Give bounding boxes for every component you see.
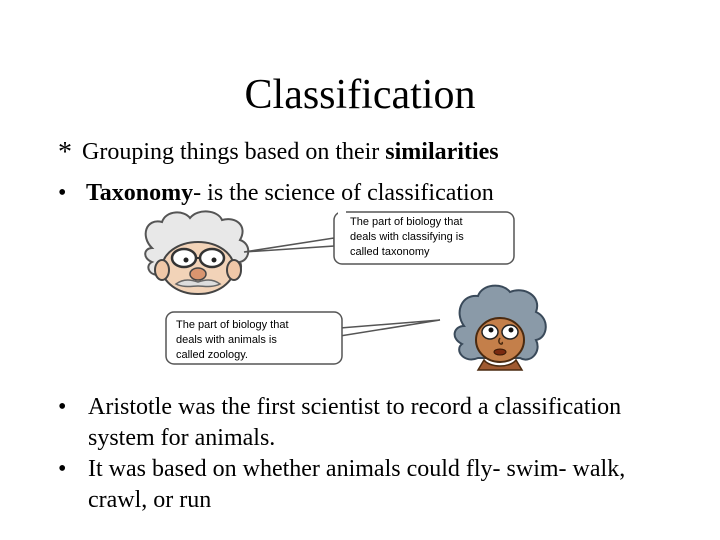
list-item [58,392,668,454]
asterisk-marker: * [58,137,72,168]
taxonomy-bold: Taxonomy [86,180,194,206]
definition-bold: similarities [385,139,499,165]
definition-line [58,136,499,167]
list-item [58,454,668,516]
speech-bubble-top [244,210,514,264]
taxonomy-text: - is the science of classification [193,180,494,206]
bubble-top-line-2: deals with classifying is [350,231,464,243]
bubble-bottom-line-2: deals with animals is [176,334,277,346]
bubble-bottom-line-3: called zoology. [176,349,248,361]
bullet-text: Aristotle was the first scientist to record a classification system for animals. [88,394,622,451]
definition-text: Grouping things based on their [82,139,386,165]
bubble-bottom-line-1: The part of biology that [176,319,289,331]
bubble-top-line-3: called taxonomy [350,246,430,258]
bullet-text: It was based on whether animals could fly- swim- walk, crawl, or run [88,456,626,513]
cartoon-illustration [140,208,570,378]
bullet-list [58,392,668,516]
bullet-marker: • [58,456,67,482]
slide-title: Classification [244,72,476,118]
woman-cartoon-icon [455,286,546,370]
bullet-marker: • [58,180,67,206]
bubble-top-line-1: The part of biology that [350,216,463,228]
speech-bubble-bottom [166,312,440,364]
bullet-marker: • [58,394,67,420]
professor-cartoon-icon [145,211,248,294]
taxonomy-line [58,178,494,208]
